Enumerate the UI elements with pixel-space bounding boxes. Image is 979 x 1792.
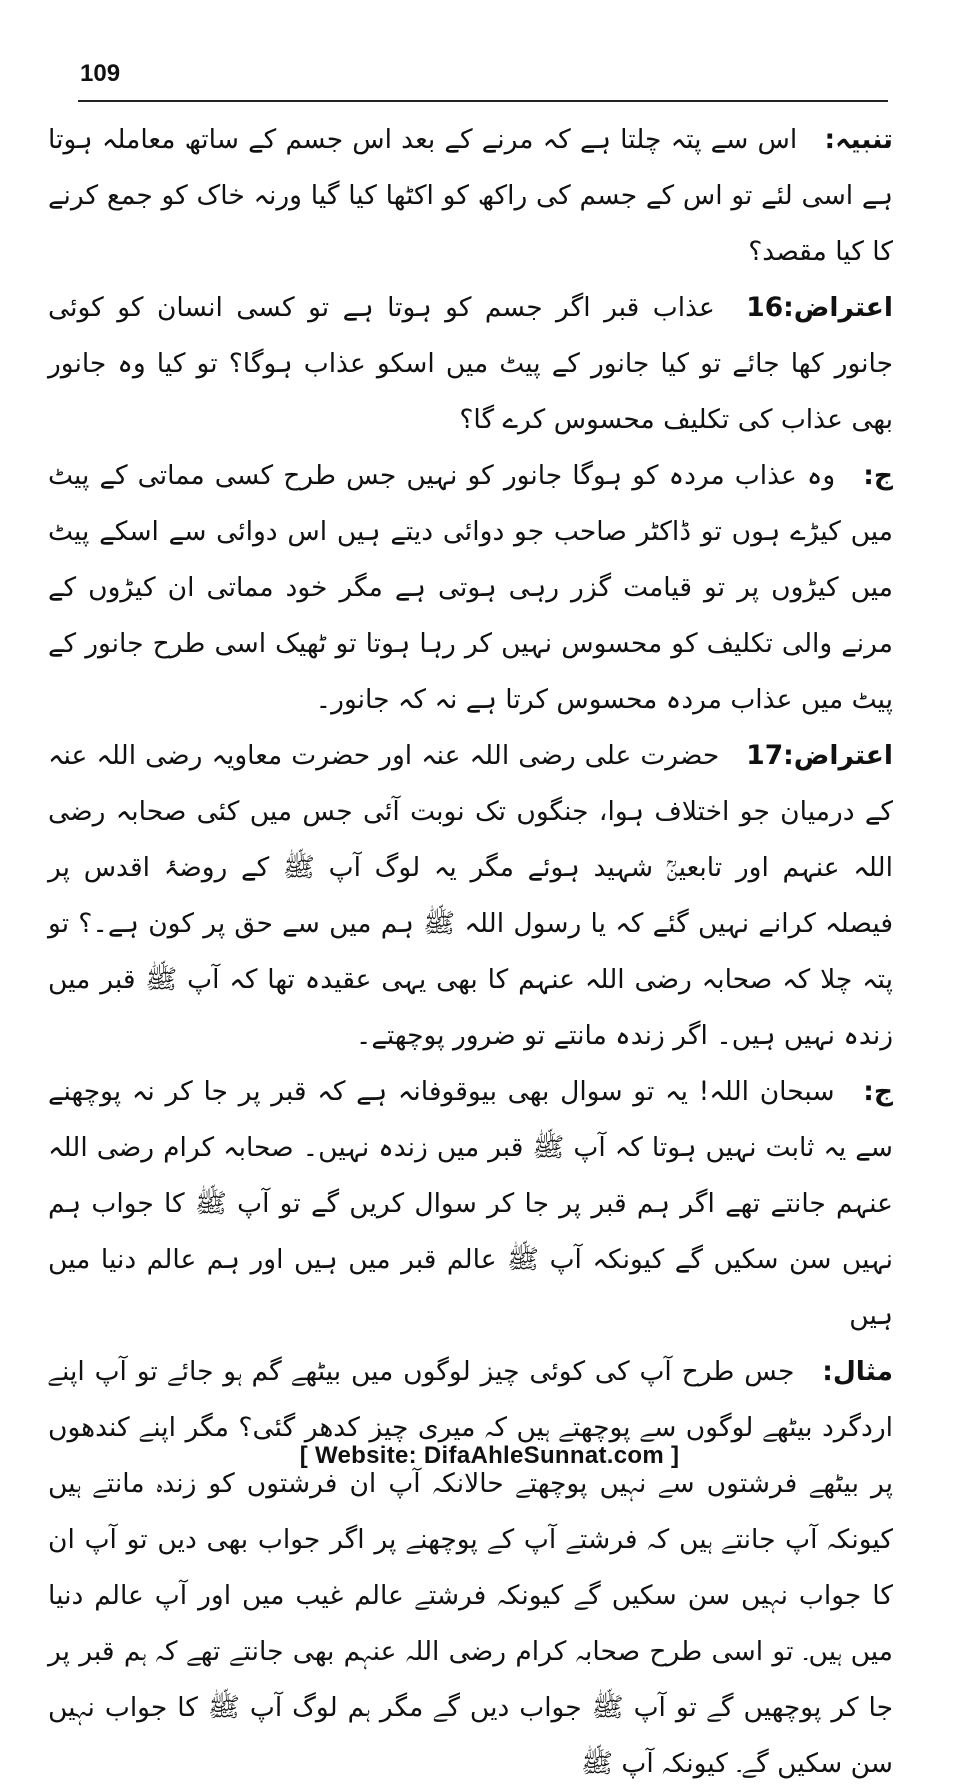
paragraph-tanbeeh xyxy=(48,112,893,280)
paragraph-text: وہ عذاب مردہ کو ہوگا جانور کو نہیں جس طرح کسی مماتی کے پیٹ میں کیڑے ہوں تو ڈاکٹر صاحب جو دوائی دیتے ہیں اس دوائی سے اسکے پیٹ میں کیڑوں پر تو قیامت گزر رہی ہوتی ہے مگر خود مماتی ان کیڑوں کے مرنے والی تکلیف کو محسوس نہیں کر رہا ہوتا تو ٹھیک اسی طرح جانور کے پیٹ میں عذاب مردہ محسوس کرتا ہے نہ کہ جانور۔ xyxy=(48,460,893,715)
paragraph-answer-17 xyxy=(48,1064,893,1344)
header-rule xyxy=(78,100,888,102)
paragraph-example xyxy=(48,1344,893,1792)
paragraph-text: حضرت علی رضی اللہ عنہ اور حضرت معاویہ رضی اللہ عنہ کے درمیان جو اختلاف ہوا، جنگوں تک نوبت آئی جس میں کئی صحابہ رضی اللہ عنہم اور تابعینؒ شہید ہوئے مگر یہ لوگ آپ ﷺ کے روضۂ اقدس پر فیصلہ کرانے نہیں گئے کہ یا رسول اللہ ﷺ ہم میں سے حق پر کون ہے۔؟ تو پتہ چلا کہ صحابہ رضی اللہ عنہم کا بھی یہی عقیدہ تھا کہ آپ ﷺ قبر میں زندہ نہیں ہیں۔ اگر زندہ مانتے تو ضرور پوچھتے۔ xyxy=(48,740,893,1051)
paragraph-label: ج: xyxy=(863,1076,893,1107)
paragraph-text: سبحان اللہ! یہ تو سوال بھی بیوقوفانہ ہے کہ قبر پر جا کر نہ پوچھنے سے یہ ثابت نہیں ہوتا کہ آپ ﷺ قبر میں زندہ نہیں۔ صحابہ کرام رضی اللہ عنہم جانتے تھے اگر ہم قبر پر جا کر سوال کریں گے تو آپ ﷺ کا جواب ہم نہیں سن سکیں گے کیونکہ آپ ﷺ عالم قبر میں ہیں اور ہم عالم دنیا میں ہیں xyxy=(48,1076,893,1331)
paragraph-answer-16 xyxy=(48,448,893,728)
paragraph-label: اعتراض:17 xyxy=(746,740,893,771)
page-number: 109 xyxy=(80,60,121,87)
paragraph-label: اعتراض:16 xyxy=(746,292,893,323)
paragraph-objection-16 xyxy=(48,280,893,448)
paragraph-label: تنبیہ: xyxy=(824,124,893,155)
paragraph-text: اس سے پتہ چلتا ہے کہ مرنے کے بعد اس جسم کے ساتھ معاملہ ہوتا ہے اسی لئے تو اس کے جسم کی راکھ کو اکٹھا کیا گیا ورنہ خاک کو جمع کرنے کا کیا مقصد؟ xyxy=(48,124,893,267)
paragraph-text: عذاب قبر اگر جسم کو ہوتا ہے تو کسی انسان کو کوئی جانور کھا جائے تو کیا جانور کے پیٹ میں اسکو عذاب ہوگا؟ تو کیا وہ جانور بھی عذاب کی تکلیف محسوس کرے گا؟ xyxy=(48,292,893,435)
paragraph-label: مثال: xyxy=(822,1356,893,1387)
website-footer: [ Website: DifaAhleSunnat.com ] xyxy=(299,1442,680,1469)
paragraph-label: ج: xyxy=(863,460,893,491)
paragraph-text: جس طرح آپ کی کوئی چیز لوگوں میں بیٹھے گم ہو جائے تو آپ اپنے اردگرد بیٹھے لوگوں سے پوچھتے ہیں کہ میری چیز کدھر گئی؟ مگر اپنے کندھوں پر بیٹھے فرشتوں سے نہیں پوچھتے حالانکہ آپ ان فرشتوں کو زندہ مانتے ہیں کیونکہ آپ جانتے ہیں کہ فرشتے آپ کے پوچھنے پر اگر جواب بھی دیں تو آپ ان کا جواب نہیں سن سکیں گے کیونکہ فرشتے عالم غیب میں اور آپ عالم دنیا میں ہیں۔ تو اسی طرح صحابہ کرام رضی اللہ عنہم بھی جانتے تھے کہ ہم قبر پر جا کر پوچھیں گے تو آپ ﷺ جواب دیں گے مگر ہم لوگ آپ ﷺ کا جواب نہیں سن سکیں گے۔ کیونکہ آپ ﷺ xyxy=(48,1356,893,1779)
paragraph-objection-17 xyxy=(48,728,893,1064)
